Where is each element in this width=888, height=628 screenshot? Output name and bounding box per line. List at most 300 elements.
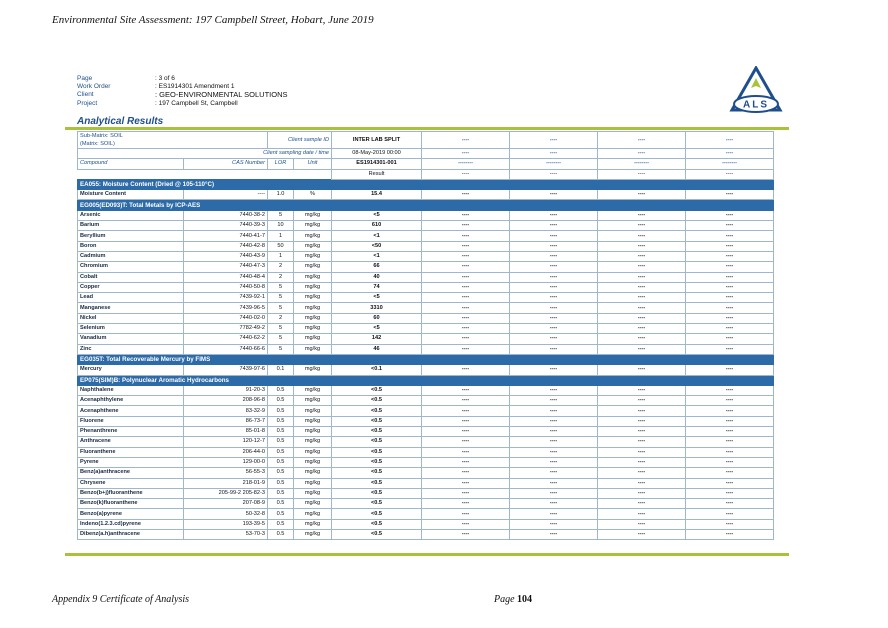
table-row	[78, 457, 774, 467]
client-sample-id-value: INTER LAB SPLIT	[332, 132, 422, 149]
empty-result-cell: ----	[598, 303, 686, 313]
meta-label: Page	[77, 75, 93, 82]
lor-value: 0.5	[268, 519, 294, 529]
empty-result-cell: ----	[686, 468, 774, 478]
method-section-title: EP075(SIM)B: Polynuclear Aromatic Hydrocarbons	[78, 375, 774, 385]
unit-value: mg/kg	[294, 324, 332, 334]
unit-value: mg/kg	[294, 468, 332, 478]
lab-id-value: ES1914301-001	[332, 159, 422, 169]
empty-result-cell: ----	[510, 210, 598, 220]
table-row	[78, 293, 774, 303]
meta-label: Project	[77, 99, 98, 107]
cas-number: 7440-39-3	[184, 221, 268, 231]
lor-value: 1.0	[268, 190, 294, 200]
result-value: <1	[332, 231, 422, 241]
empty-result-cell: ----	[598, 396, 686, 406]
empty-result-cell: ----	[422, 529, 510, 539]
empty-result-cell: ----	[686, 509, 774, 519]
empty-result-cell: ----	[686, 488, 774, 498]
empty-result-cell: ----	[686, 385, 774, 395]
unit-value: mg/kg	[294, 529, 332, 539]
compound-name: Manganese	[78, 303, 184, 313]
section-title: Analytical Results	[77, 116, 164, 127]
empty-result-cell: ----	[598, 437, 686, 447]
result-value: <0.1	[332, 365, 422, 375]
empty-result-cell: ----	[686, 457, 774, 467]
empty-result-cell: ----	[422, 488, 510, 498]
empty-result-cell: ----	[510, 169, 598, 179]
empty-result-cell: ----	[598, 344, 686, 354]
table-row	[78, 519, 774, 529]
table-row	[78, 437, 774, 447]
compound-col-label: Compound	[78, 159, 184, 169]
empty-result-cell: ----	[686, 406, 774, 416]
compound-name: Pyrene	[78, 457, 184, 467]
result-value: <0.5	[332, 416, 422, 426]
lor-value: 0.5	[268, 427, 294, 437]
lor-value: 0.1	[268, 365, 294, 375]
result-col-label: Result	[332, 169, 422, 179]
table-row	[78, 241, 774, 251]
cas-number: 7439-97-6	[184, 365, 268, 375]
table-row	[78, 385, 774, 395]
empty-result-cell: ----	[686, 272, 774, 282]
empty-result-cell: ----	[510, 447, 598, 457]
empty-result-cell: ----	[422, 303, 510, 313]
empty-result-cell: ----	[422, 427, 510, 437]
empty-result-cell: ----	[686, 251, 774, 261]
empty-sample-cell: ----	[510, 149, 598, 159]
cas-number: 7439-92-1	[184, 293, 268, 303]
empty-result-cell: ----	[598, 293, 686, 303]
cas-number: 7440-42-8	[184, 241, 268, 251]
empty-result-cell: ----	[422, 406, 510, 416]
result-value: <5	[332, 293, 422, 303]
empty-result-cell: ----	[510, 499, 598, 509]
unit-value: mg/kg	[294, 365, 332, 375]
sampling-date-value: 08-May-2019 00:00	[332, 149, 422, 159]
cas-number: 7440-41-7	[184, 231, 268, 241]
result-value: 66	[332, 262, 422, 272]
empty-result-cell: ----	[686, 478, 774, 488]
result-value: 3310	[332, 303, 422, 313]
result-value: <0.5	[332, 519, 422, 529]
empty-result-cell: ----	[422, 282, 510, 292]
lor-value: 0.5	[268, 396, 294, 406]
empty-result-cell: ----	[510, 427, 598, 437]
lor-value: 5	[268, 344, 294, 354]
result-value: <0.5	[332, 406, 422, 416]
cas-number: 85-01-8	[184, 427, 268, 437]
empty-result-cell: ----	[598, 416, 686, 426]
empty-result-cell: ----	[510, 416, 598, 426]
lor-value: 0.5	[268, 529, 294, 539]
table-row	[78, 334, 774, 344]
empty-result-cell: ----	[598, 478, 686, 488]
unit-value: mg/kg	[294, 509, 332, 519]
compound-name: Beryllium	[78, 231, 184, 241]
empty-result-cell: ----	[686, 396, 774, 406]
empty-result-cell: ----	[422, 262, 510, 272]
method-section-header	[78, 200, 774, 210]
cas-number: 218-01-9	[184, 478, 268, 488]
result-value: <5	[332, 324, 422, 334]
empty-result-cell: ----	[598, 282, 686, 292]
unit-value: mg/kg	[294, 427, 332, 437]
empty-result-cell: ----	[510, 334, 598, 344]
compound-name: Lead	[78, 293, 184, 303]
meta-value: : GEO-ENVIRONMENTAL SOLUTIONS	[155, 90, 288, 100]
lor-value: 0.5	[268, 385, 294, 395]
empty-result-cell: ----	[598, 406, 686, 416]
meta-row	[77, 75, 288, 83]
footer-page	[494, 594, 532, 605]
cas-number: 205-99-2 205-82-3	[184, 488, 268, 498]
unit-value: mg/kg	[294, 313, 332, 323]
empty-result-cell: ----	[422, 313, 510, 323]
cas-number: 120-12-7	[184, 437, 268, 447]
cas-number: 129-00-0	[184, 457, 268, 467]
meta-label: Client	[77, 91, 94, 99]
unit-value: mg/kg	[294, 488, 332, 498]
unit-value: mg/kg	[294, 303, 332, 313]
compound-name: Indeno(1.2.3.cd)pyrene	[78, 519, 184, 529]
table-row	[78, 344, 774, 354]
lor-value: 1	[268, 251, 294, 261]
empty-result-cell: ----	[422, 231, 510, 241]
result-value: 46	[332, 344, 422, 354]
lor-value: 0.5	[268, 488, 294, 498]
unit-value: mg/kg	[294, 262, 332, 272]
cas-number: 91-20-3	[184, 385, 268, 395]
unit-value: mg/kg	[294, 293, 332, 303]
compound-name: Copper	[78, 282, 184, 292]
lor-value: 0.5	[268, 468, 294, 478]
lor-value: 5	[268, 293, 294, 303]
empty-result-cell: ----	[598, 488, 686, 498]
empty-result-cell: ----	[598, 529, 686, 539]
empty-result-cell: ----	[686, 169, 774, 179]
empty-sample-cell: ----	[598, 149, 686, 159]
cas-number: 56-55-3	[184, 468, 268, 478]
cas-number: 53-70-3	[184, 529, 268, 539]
empty-result-cell: ----	[510, 509, 598, 519]
empty-result-cell: ----	[510, 385, 598, 395]
result-value: <0.5	[332, 509, 422, 519]
compound-name: Mercury	[78, 365, 184, 375]
table-row	[78, 190, 774, 200]
report-metadata	[77, 75, 288, 108]
table-row	[78, 210, 774, 220]
empty-result-cell: ----	[598, 334, 686, 344]
compound-name: Benzo(b+j)fluoranthene	[78, 488, 184, 498]
table-row	[78, 478, 774, 488]
empty-result-cell: ----	[686, 262, 774, 272]
lor-value: 50	[268, 241, 294, 251]
matrix-label: (Matrix: SOIL)	[80, 141, 115, 147]
unit-value: mg/kg	[294, 519, 332, 529]
compound-name: Zinc	[78, 344, 184, 354]
empty-result-cell: ----	[510, 468, 598, 478]
bottom-divider	[65, 553, 789, 556]
result-value: <0.5	[332, 396, 422, 406]
empty-result-cell: ----	[422, 169, 510, 179]
result-value: 40	[332, 272, 422, 282]
result-value: 15.4	[332, 190, 422, 200]
unit-value: mg/kg	[294, 437, 332, 447]
empty-lab-id-cell: --------	[422, 159, 510, 169]
table-row	[78, 509, 774, 519]
meta-value: : 197 Campbell St, Campbell	[155, 99, 238, 107]
empty-result-cell: ----	[598, 509, 686, 519]
empty-result-cell: ----	[422, 457, 510, 467]
lor-value: 0.5	[268, 447, 294, 457]
empty-result-cell: ----	[598, 499, 686, 509]
empty-result-cell: ----	[598, 272, 686, 282]
empty-result-cell: ----	[422, 468, 510, 478]
empty-result-cell: ----	[598, 519, 686, 529]
unit-value: mg/kg	[294, 282, 332, 292]
table-row	[78, 488, 774, 498]
unit-value: mg/kg	[294, 210, 332, 220]
result-value: <0.5	[332, 478, 422, 488]
unit-value: mg/kg	[294, 231, 332, 241]
table-row	[78, 447, 774, 457]
empty-result-cell: ----	[422, 385, 510, 395]
empty-result-cell: ----	[422, 324, 510, 334]
cas-number: ----	[184, 190, 268, 200]
compound-name: Phenanthrene	[78, 427, 184, 437]
cas-number: 206-44-0	[184, 447, 268, 457]
table-row	[78, 365, 774, 375]
unit-value: mg/kg	[294, 416, 332, 426]
method-section-header	[78, 354, 774, 364]
compound-name: Vanadium	[78, 334, 184, 344]
lor-value: 0.5	[268, 416, 294, 426]
document-header: Environmental Site Assessment: 197 Campbell Street, Hobart, June 2019	[52, 14, 374, 26]
lor-value: 5	[268, 282, 294, 292]
cas-number: 7440-50-8	[184, 282, 268, 292]
cas-number: 208-96-8	[184, 396, 268, 406]
empty-result-cell: ----	[510, 529, 598, 539]
compound-name: Cobalt	[78, 272, 184, 282]
top-divider	[65, 127, 789, 130]
empty-result-cell: ----	[598, 241, 686, 251]
empty-sample-cell: ----	[686, 149, 774, 159]
cas-number: 7440-02-0	[184, 313, 268, 323]
table-row	[78, 324, 774, 334]
result-value: <0.5	[332, 499, 422, 509]
compound-name: Arsenic	[78, 210, 184, 220]
empty-result-cell: ----	[422, 272, 510, 282]
cas-number: 7440-47-3	[184, 262, 268, 272]
header-row-sample-id	[78, 132, 774, 149]
empty-result-cell: ----	[598, 457, 686, 467]
table-row	[78, 427, 774, 437]
logo-text: ALS	[743, 99, 769, 111]
cas-number: 7440-66-6	[184, 344, 268, 354]
empty-result-cell: ----	[510, 478, 598, 488]
unit-value: mg/kg	[294, 272, 332, 282]
empty-result-cell: ----	[422, 334, 510, 344]
unit-value: mg/kg	[294, 344, 332, 354]
empty-result-cell: ----	[598, 447, 686, 457]
cas-number: 7782-49-2	[184, 324, 268, 334]
unit-value: mg/kg	[294, 221, 332, 231]
empty-result-cell: ----	[598, 262, 686, 272]
method-section-header	[78, 179, 774, 189]
empty-result-cell: ----	[686, 519, 774, 529]
table-row	[78, 262, 774, 272]
cas-number: 7440-43-9	[184, 251, 268, 261]
als-logo	[728, 66, 784, 116]
empty-sample-cell: ----	[686, 132, 774, 149]
cas-number: 7439-96-5	[184, 303, 268, 313]
empty-result-cell: ----	[422, 478, 510, 488]
empty-result-cell: ----	[510, 457, 598, 467]
compound-name: Selenium	[78, 324, 184, 334]
method-section-title: EG005(ED093)T: Total Metals by ICP-AES	[78, 200, 774, 210]
submatrix-label: Sub-Matrix: SOIL	[80, 133, 123, 139]
table-row	[78, 416, 774, 426]
lor-value: 5	[268, 324, 294, 334]
empty-result-cell: ----	[510, 251, 598, 261]
empty-result-cell: ----	[510, 396, 598, 406]
empty-result-cell: ----	[510, 365, 598, 375]
empty-result-cell: ----	[422, 365, 510, 375]
lor-value: 2	[268, 272, 294, 282]
empty-result-cell: ----	[598, 190, 686, 200]
lor-value: 5	[268, 210, 294, 220]
empty-result-cell: ----	[422, 221, 510, 231]
empty-lab-id-cell: --------	[510, 159, 598, 169]
lor-value: 0.5	[268, 509, 294, 519]
compound-name: Fluoranthene	[78, 447, 184, 457]
lor-value: 2	[268, 262, 294, 272]
empty-sample-cell: ----	[422, 132, 510, 149]
empty-result-cell: ----	[510, 231, 598, 241]
compound-name: Chromium	[78, 262, 184, 272]
cas-number: 7440-48-4	[184, 272, 268, 282]
result-value: <0.5	[332, 437, 422, 447]
compound-name: Cadmium	[78, 251, 184, 261]
empty-result-cell: ----	[686, 293, 774, 303]
meta-row	[77, 100, 288, 108]
blank-cell	[78, 169, 332, 179]
meta-value: : ES1914301 Amendment 1	[155, 83, 235, 91]
cas-number: 7440-38-2	[184, 210, 268, 220]
result-value: 74	[332, 282, 422, 292]
compound-name: Nickel	[78, 313, 184, 323]
result-value: <5	[332, 210, 422, 220]
empty-result-cell: ----	[598, 251, 686, 261]
compound-name: Benz(a)anthracene	[78, 468, 184, 478]
compound-name: Moisture Content	[78, 190, 184, 200]
empty-lab-id-cell: --------	[598, 159, 686, 169]
compound-name: Fluorene	[78, 416, 184, 426]
empty-result-cell: ----	[598, 427, 686, 437]
lor-col-label: LOR	[268, 159, 294, 169]
empty-result-cell: ----	[422, 519, 510, 529]
cas-number: 7440-62-2	[184, 334, 268, 344]
result-value: 142	[332, 334, 422, 344]
result-value: 60	[332, 313, 422, 323]
empty-result-cell: ----	[686, 416, 774, 426]
footer-page-number: 104	[517, 594, 533, 605]
empty-result-cell: ----	[510, 344, 598, 354]
footer-page-label: Page	[494, 594, 518, 605]
meta-label: Work Order	[77, 83, 111, 91]
empty-result-cell: ----	[598, 365, 686, 375]
empty-result-cell: ----	[686, 313, 774, 323]
empty-result-cell: ----	[686, 344, 774, 354]
empty-result-cell: ----	[598, 385, 686, 395]
empty-result-cell: ----	[686, 303, 774, 313]
table-row	[78, 221, 774, 231]
lor-value: 1	[268, 231, 294, 241]
result-value: <0.5	[332, 488, 422, 498]
lor-value: 0.5	[268, 499, 294, 509]
empty-lab-id-cell: --------	[686, 159, 774, 169]
compound-name: Anthracene	[78, 437, 184, 447]
table-row	[78, 231, 774, 241]
cas-number: 86-73-7	[184, 416, 268, 426]
empty-result-cell: ----	[686, 365, 774, 375]
empty-result-cell: ----	[510, 241, 598, 251]
empty-result-cell: ----	[598, 169, 686, 179]
table-row	[78, 468, 774, 478]
compound-name: Acenaphthylene	[78, 396, 184, 406]
cas-number: 193-39-5	[184, 519, 268, 529]
compound-name: Boron	[78, 241, 184, 251]
compound-name: Benzo(k)fluoranthene	[78, 499, 184, 509]
method-section-title: EG035T: Total Recoverable Mercury by FIMS	[78, 354, 774, 364]
table-row	[78, 499, 774, 509]
empty-result-cell: ----	[598, 468, 686, 478]
unit-value: %	[294, 190, 332, 200]
table-row	[78, 396, 774, 406]
lor-value: 0.5	[268, 457, 294, 467]
empty-result-cell: ----	[422, 190, 510, 200]
unit-value: mg/kg	[294, 396, 332, 406]
header-row-result	[78, 169, 774, 179]
lor-value: 0.5	[268, 478, 294, 488]
sampling-date-label: Client sampling date / time	[78, 149, 332, 159]
empty-result-cell: ----	[686, 529, 774, 539]
table-row	[78, 282, 774, 292]
lor-value: 10	[268, 221, 294, 231]
unit-value: mg/kg	[294, 251, 332, 261]
empty-result-cell: ----	[686, 334, 774, 344]
empty-result-cell: ----	[510, 293, 598, 303]
empty-result-cell: ----	[598, 313, 686, 323]
empty-result-cell: ----	[422, 241, 510, 251]
method-section-title: EA055: Moisture Content (Dried @ 105-110°C)	[78, 179, 774, 189]
empty-result-cell: ----	[686, 241, 774, 251]
empty-result-cell: ----	[510, 190, 598, 200]
empty-result-cell: ----	[510, 303, 598, 313]
result-value: <50	[332, 241, 422, 251]
method-section-header	[78, 375, 774, 385]
results-table	[77, 131, 774, 540]
empty-result-cell: ----	[686, 221, 774, 231]
empty-result-cell: ----	[422, 396, 510, 406]
empty-result-cell: ----	[422, 509, 510, 519]
empty-result-cell: ----	[510, 313, 598, 323]
empty-result-cell: ----	[686, 210, 774, 220]
empty-result-cell: ----	[422, 437, 510, 447]
unit-col-label: Unit	[294, 159, 332, 169]
